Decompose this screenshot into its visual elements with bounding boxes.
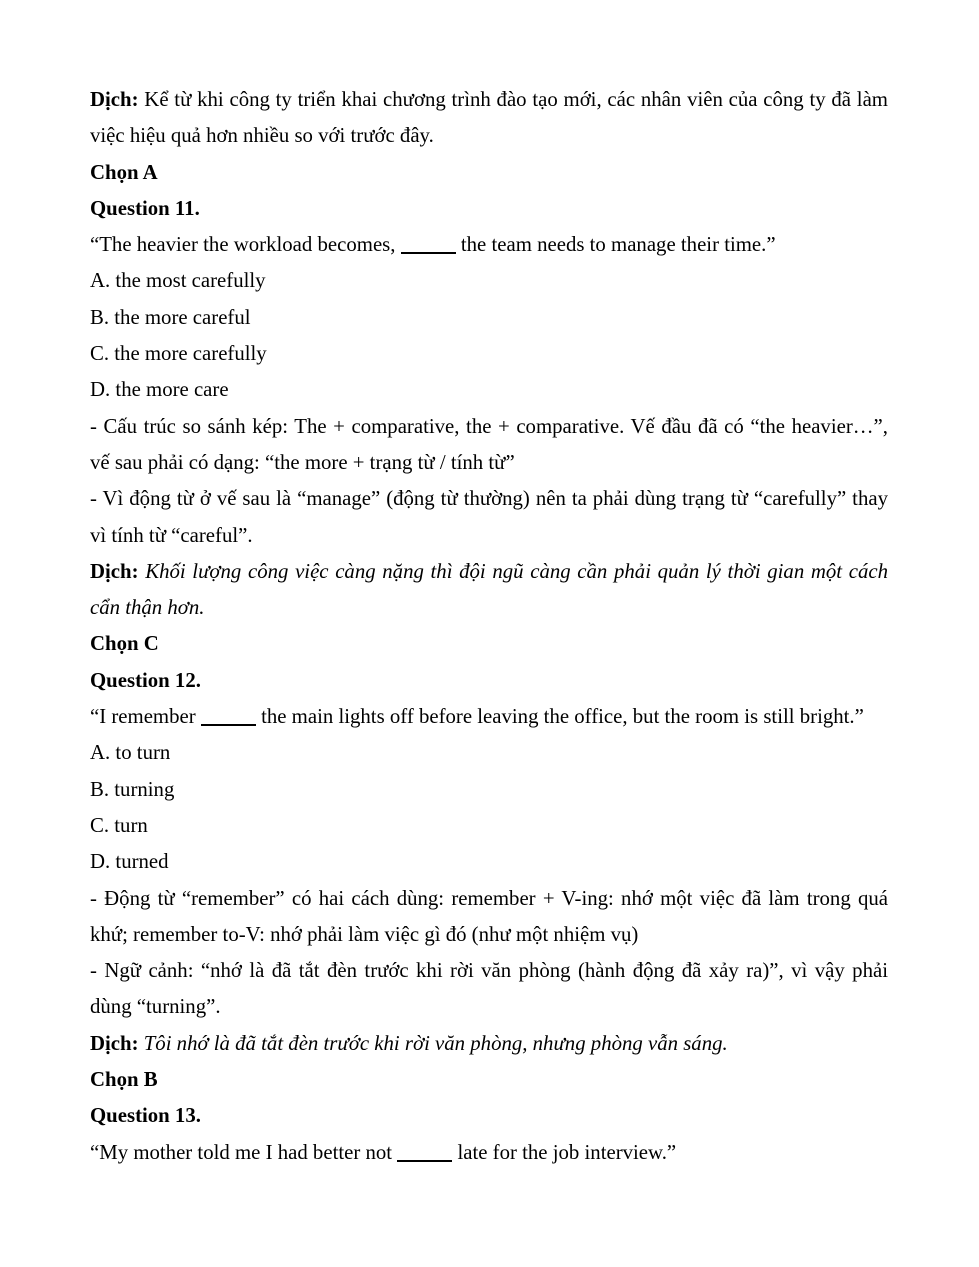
q10-answer-line: Chọn A: [90, 160, 158, 184]
q12-explanation-2: - Ngữ cảnh: “nhớ là đã tắt đèn trước khi rời văn phòng (hành động đã xảy ra)”, vì vậy phải dùng “turning”.: [90, 959, 888, 1019]
q10-translation-label: Dịch:: [90, 88, 139, 111]
q12-translation-label: Dịch:: [90, 1031, 139, 1055]
question-12-header: Question 12.: [90, 668, 201, 692]
q12-translation-text: Tôi nhớ là đã tắt đèn trước khi rời văn phòng, nhưng phòng vẫn sáng.: [143, 1031, 728, 1055]
q13-fill-in-blank-underline: [397, 1156, 452, 1162]
q11-translation-paragraph: [90, 554, 888, 627]
q12-fill-in-blank-underline: [201, 720, 256, 726]
q13-sentence-before-blank: “My mother told me I had better not: [90, 1140, 393, 1164]
q12-option-a: A. to turn: [90, 741, 171, 765]
q11-option-c: C. the more carefully: [90, 342, 267, 366]
q11-sentence-before-blank: “The heavier the workload becomes,: [90, 233, 396, 257]
q11-fill-in-blank-underline: [401, 248, 456, 254]
q11-option-b: B. the more careful: [90, 305, 251, 329]
question-11-header: Question 11.: [90, 196, 200, 220]
q13-sentence-after-blank: late for the job interview.”: [457, 1140, 677, 1164]
q11-translation-text: Khối lượng công việc càng nặng thì đội ngũ càng cần phải quản lý thời gian một cách cẩn thận hơn.: [90, 559, 888, 620]
q12-option-d: D. turned: [90, 850, 169, 874]
q12-option-c: C. turn: [90, 813, 148, 837]
question-13-sentence: [90, 1135, 888, 1171]
q11-option-a: A. the most carefully: [90, 269, 266, 293]
q11-explanation-2: - Vì động từ ở vế sau là “manage” (động từ thường) nên ta phải dùng trạng từ “carefully” thay vì tính từ “careful”.: [90, 487, 888, 547]
question-12-sentence: [90, 699, 888, 735]
question-13-header: Question 13.: [90, 1104, 201, 1128]
q12-sentence-after-blank: the main lights off before leaving the office, but the room is still bright.”: [261, 705, 864, 729]
q12-sentence-before-blank: “I remember: [90, 705, 196, 729]
q10-translation-text: Kể từ khi công ty triển khai chương trình đào tạo mới, các nhân viên của công ty đã làm việc hiệu quả hơn nhiều so với trước đây.: [90, 88, 888, 148]
q11-answer-line: Chọn C: [90, 632, 159, 656]
q12-translation-paragraph: [90, 1026, 888, 1062]
q11-explanation-1: - Cấu trúc so sánh kép: The + comparative, the + comparative. Vế đầu đã có “the heavier…”, vế sau phải có dạng: “the more + trạng từ / tính từ”: [90, 414, 888, 474]
q11-translation-label: Dịch:: [90, 559, 139, 583]
q12-explanation-1: - Động từ “remember” có hai cách dùng: remember + V-ing: nhớ một việc đã làm trong quá khứ; remember to-V: nhớ phải làm việc gì đó (như một nhiệm vụ): [90, 886, 888, 946]
q10-translation-paragraph: [90, 82, 888, 155]
q12-option-b: B. turning: [90, 777, 175, 801]
q11-sentence-after-blank: the team needs to manage their time.”: [460, 233, 776, 257]
question-11-sentence: [90, 227, 888, 263]
q12-answer-line: Chọn B: [90, 1068, 158, 1092]
q11-option-d: D. the more care: [90, 378, 229, 402]
